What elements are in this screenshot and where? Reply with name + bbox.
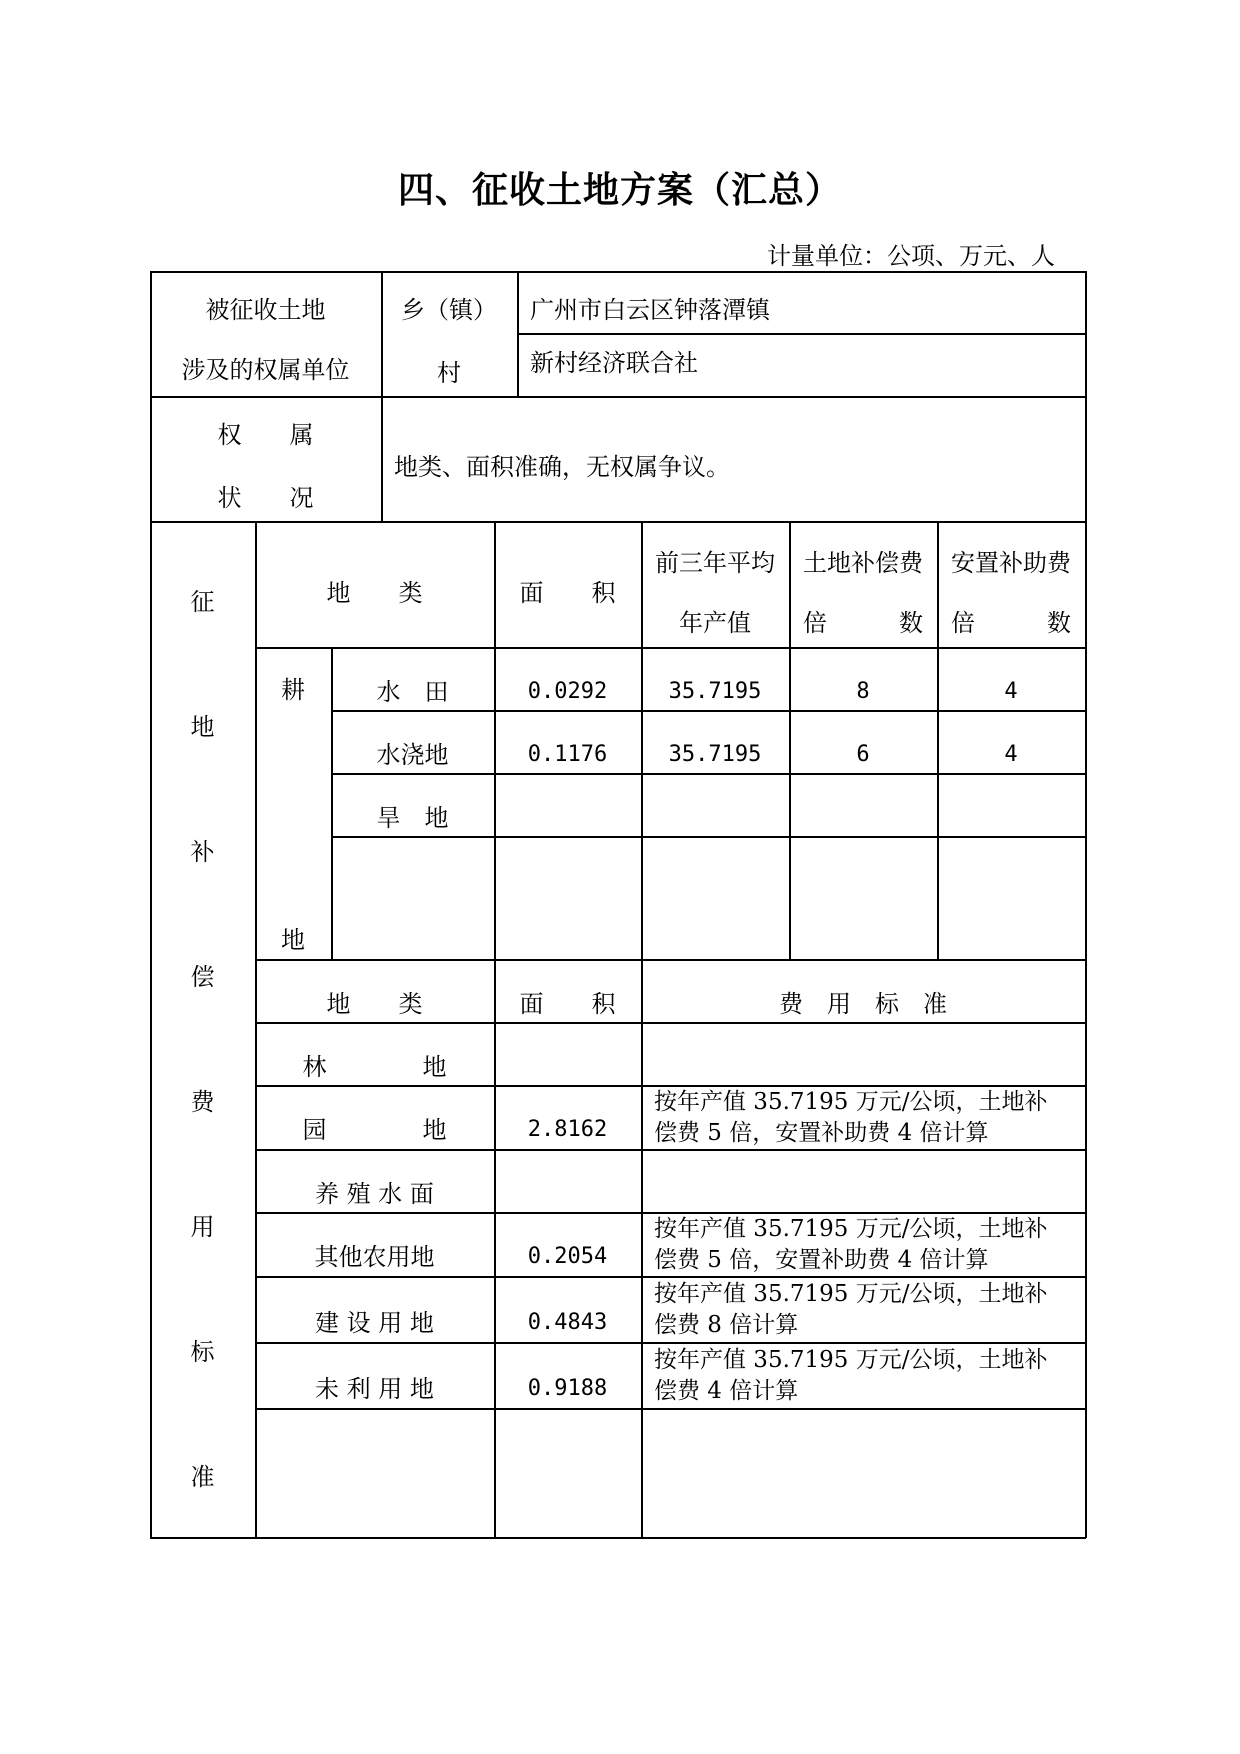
township-value: 广州市白云区钟落潭镇 [530, 296, 770, 324]
grid-line [517, 333, 1085, 335]
resettlement-multiple: 4 [1004, 742, 1018, 767]
ownership-status-label: 状 况 [217, 484, 314, 512]
annual-output-value: 35.7195 [668, 742, 762, 767]
grid-line [255, 647, 1086, 649]
land-type: 水 田 [376, 678, 449, 706]
grid-line [331, 710, 1086, 712]
grid-line [331, 836, 1086, 838]
land-comp-multiple: 6 [856, 742, 870, 767]
grid-line [255, 1342, 1086, 1344]
unit-note: 计量单位：公项、万元、人 [767, 242, 1055, 270]
header-land-comp-multiple: 土地补偿费 [803, 549, 923, 577]
village-value: 新村经济联合社 [530, 349, 698, 377]
side-label-char: 地 [190, 713, 215, 741]
grid-line [255, 1149, 1086, 1151]
land-type: 林 地 [302, 1053, 447, 1081]
cultivated-group-label: 地 [281, 926, 305, 954]
annual-output-value: 35.7195 [668, 679, 762, 704]
ownership-status-value: 地类、面积准确，无权属争议。 [394, 453, 730, 481]
fee-standard: 按年产值 35.7195 万元/公顷，土地补 [654, 1089, 1048, 1115]
fee-standard: 偿费 8 倍计算 [654, 1312, 799, 1338]
fee-standard: 偿费 5 倍，安置补助费 4 倍计算 [654, 1120, 989, 1146]
grid-line [255, 1022, 1086, 1024]
area-value: 0.0292 [527, 679, 608, 704]
area-value: 2.8162 [527, 1117, 608, 1142]
side-label-char: 准 [190, 1463, 215, 1491]
header-resettlement-multiple: 倍 数 [951, 609, 1071, 637]
grid-line [150, 396, 1086, 398]
side-label-char: 征 [190, 588, 215, 616]
fee-standard: 按年产值 35.7195 万元/公顷，土地补 [654, 1216, 1048, 1242]
header-annual-output: 前三年平均 [655, 549, 775, 577]
header-fee-standard: 费 用 标 准 [779, 990, 947, 1018]
land-type: 未 利 用 地 [315, 1375, 434, 1403]
fee-standard: 偿费 5 倍，安置补助费 4 倍计算 [654, 1247, 989, 1273]
table-border-bottom [150, 1537, 1086, 1539]
land-type: 旱 地 [376, 804, 449, 832]
township-label: 乡（镇） [401, 296, 497, 324]
area-value: 0.2054 [527, 1244, 608, 1269]
header-area: 面 积 [519, 990, 616, 1018]
fee-standard: 按年产值 35.7195 万元/公顷，土地补 [654, 1347, 1048, 1373]
header-area: 面 积 [519, 579, 616, 607]
ownership-status-label: 权 属 [217, 421, 314, 449]
resettlement-multiple: 4 [1004, 679, 1018, 704]
affected-unit-label: 被征收土地 [205, 296, 326, 324]
village-label: 村 [437, 359, 461, 387]
land-type: 养 殖 水 面 [315, 1180, 434, 1208]
header-land-type: 地 类 [326, 990, 423, 1018]
header-land-comp-multiple: 倍 数 [803, 609, 923, 637]
grid-line [331, 773, 1086, 775]
page-title: 四、征收土地方案（汇总） [397, 170, 842, 211]
side-label-char: 偿 [190, 963, 215, 991]
cultivated-group-label: 耕 [281, 676, 305, 704]
side-label-char: 费 [190, 1088, 215, 1116]
area-value: 0.4843 [527, 1310, 608, 1335]
area-value: 0.9188 [527, 1376, 608, 1401]
land-type: 水浇地 [376, 741, 449, 769]
land-type: 建 设 用 地 [315, 1309, 434, 1337]
header-land-type: 地 类 [326, 579, 423, 607]
area-value: 0.1176 [527, 742, 608, 767]
grid-line [150, 521, 1086, 523]
grid-line [255, 959, 1086, 961]
land-type: 园 地 [302, 1116, 447, 1144]
side-label-char: 标 [190, 1338, 215, 1366]
table-border-top [150, 271, 1086, 273]
grid-line [255, 1408, 1086, 1410]
side-label-char: 补 [190, 838, 215, 866]
affected-unit-label: 涉及的权属单位 [181, 356, 350, 384]
table-border-right [1085, 271, 1087, 1538]
header-annual-output: 年产值 [679, 609, 751, 637]
fee-standard: 按年产值 35.7195 万元/公顷，土地补 [654, 1281, 1048, 1307]
grid-line [255, 1276, 1086, 1278]
land-comp-multiple: 8 [856, 679, 870, 704]
grid-line [517, 271, 519, 396]
side-label-char: 用 [190, 1213, 215, 1241]
land-type: 其他农用地 [314, 1243, 435, 1271]
grid-line [641, 521, 643, 1538]
header-resettlement-multiple: 安置补助费 [951, 549, 1071, 577]
fee-standard: 偿费 4 倍计算 [654, 1378, 799, 1404]
